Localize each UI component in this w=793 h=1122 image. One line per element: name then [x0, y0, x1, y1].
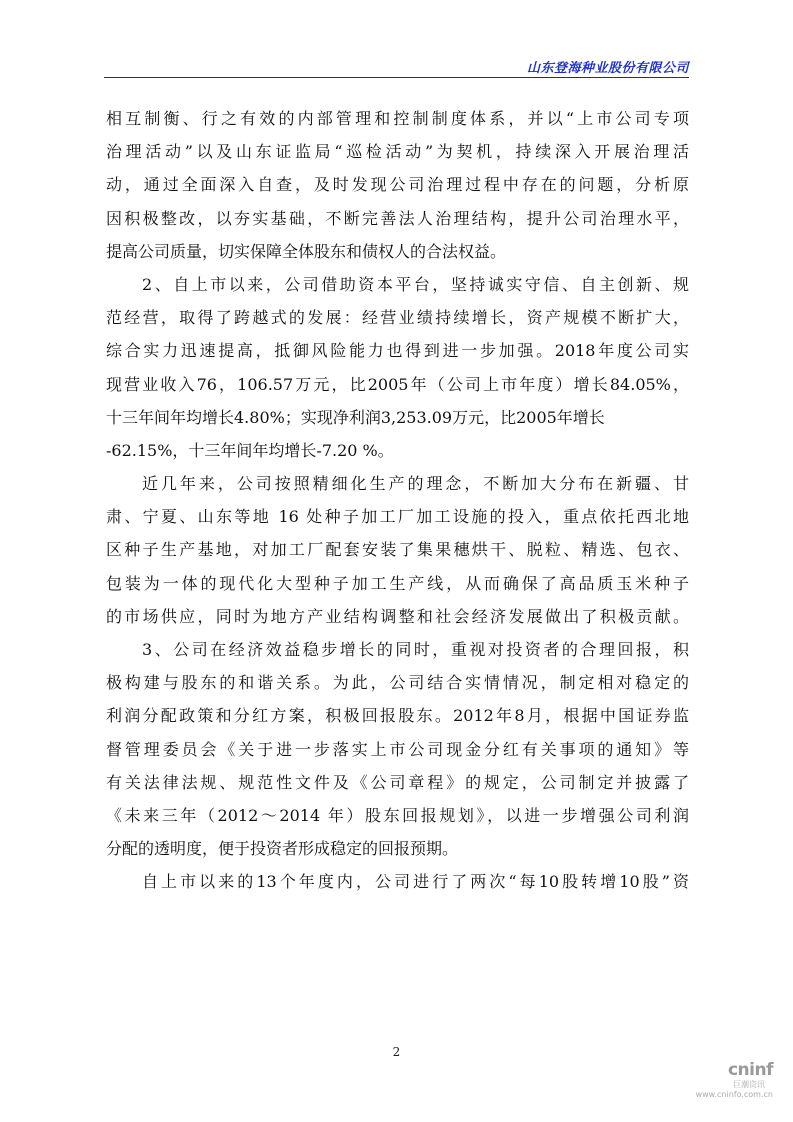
body-line: 治理活动”以及山东证监局“巡检活动”为契机，持续深入开展治理活	[106, 142, 689, 162]
body-line: 提高公司质量，切实保障全体股东和债权人的合法权益。	[106, 241, 507, 261]
header-divider	[104, 77, 689, 78]
body-line: 分配的透明度，便于投资者形成稳定的回报预期。	[106, 839, 459, 859]
document-body	[106, 102, 689, 899]
body-line: 动，通过全面深入自查，及时发现公司治理过程中存在的问题，分析原	[106, 175, 689, 195]
body-line: 利润分配政策和分红方案，积极回报股东。2012年8月，根据中国证券监	[106, 706, 689, 726]
cninfo-logo: cninf	[727, 1060, 773, 1080]
body-line: 自上市以来的13个年度内，公司进行了两次“每10股转增10股”资	[142, 872, 689, 892]
body-line: 十三年间年均增长4.80%；实现净利润3,253.09万元，比2005年增长	[106, 407, 605, 427]
body-line: 包装为一体的现代化大型种子加工生产线，从而确保了高品质玉米种子	[106, 573, 689, 593]
body-line: 2、自上市以来，公司借助资本平台，坚持诚实守信、自主创新、规	[142, 274, 689, 294]
body-line: 区种子生产基地，对加工厂配套安装了集果穗烘干、脱粒、精选、包衣、	[106, 540, 689, 560]
cninfo-name: 巨潮资讯	[733, 1080, 765, 1089]
body-line: 范经营，取得了跨越式的发展：经营业绩持续增长，资产规模不断扩大，	[106, 308, 689, 328]
company-name: 山东登海种业股份有限公司	[526, 61, 689, 76]
body-line: 因积极整改，以夯实基础，不断完善法人治理结构，提升公司治理水平，	[106, 208, 689, 228]
body-line: 极构建与股东的和谐关系。为此，公司结合实情情况，制定相对稳定的	[106, 673, 689, 693]
body-line: 肃、宁夏、山东等地 16 处种子加工厂加工设施的投入，重点依托西北地	[106, 507, 689, 527]
cninfo-url: www.cninfo.com.cn	[695, 1090, 773, 1099]
body-line: 督管理委员会《关于进一步落实上市公司现金分红有关事项的通知》等	[106, 739, 689, 759]
body-line: 《未来三年（2012～2014 年）股东回报规划》，以进一步增强公司利润	[106, 805, 689, 825]
body-line: 现营业收入76，106.57万元，比2005年（公司上市年度）增长84.05%，	[106, 374, 689, 394]
body-line: 的市场供应，同时为地方产业结构调整和社会经济发展做出了积极贡献。	[106, 606, 689, 626]
body-line: 综合实力迅速提高，抵御风险能力也得到进一步加强。2018年度公司实	[106, 341, 689, 361]
body-line: 3、公司在经济效益稳步增长的同时，重视对投资者的合理回报，积	[142, 640, 689, 659]
cninfo-watermark	[693, 1060, 773, 1106]
body-line: -62.15%，十三年间年均增长-7.20 %。	[106, 440, 394, 460]
body-line: 有关法律法规、规范性文件及《公司章程》的规定，公司制定并披露了	[106, 772, 689, 792]
body-line: 相互制衡、行之有效的内部管理和控制制度体系，并以“上市公司专项	[106, 109, 689, 128]
page-number: 2	[392, 1045, 401, 1059]
body-line: 近几年来，公司按照精细化生产的理念，不断加大分布在新疆、甘	[142, 474, 689, 494]
